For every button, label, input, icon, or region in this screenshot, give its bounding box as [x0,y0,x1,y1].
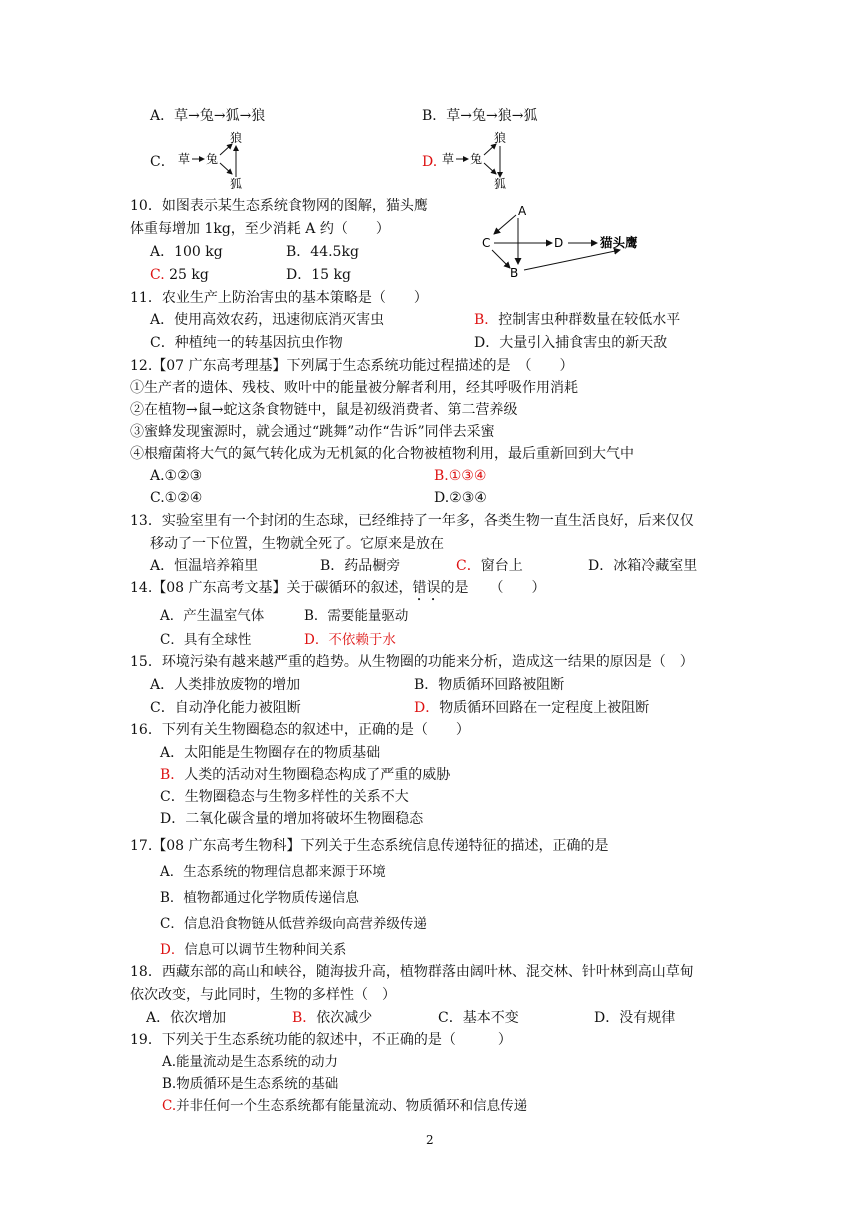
q14-stem-pre: 14.【08 广东高考文基】关于碳循环的叙述， [130,580,413,596]
q11-stem: 11．农业生产上防治害虫的基本策略是（ ） [130,290,428,306]
q17-option-b: B．植物都通过化学物质传递信息 [160,890,359,906]
q13-option-d: D．冰箱冷藏室里 [588,558,698,574]
q15-option-d-letter: D． [414,700,440,716]
q10-node-b: B [510,266,519,280]
q13-option-c [456,556,523,576]
q12-statement-3: ③蜜蜂发现蜜源时，就会通过“跳舞”动作“告诉”同伴去采蜜 [130,424,495,440]
q16-option-c: C．生物圈稳态与生物多样性的关系不大 [160,789,409,805]
q9-option-c-diagram [176,130,256,192]
q13-option-c-letter: C． [456,558,481,574]
q18-stem-line1: 18．西藏东部的高山和峡谷，随海拔升高，植物群落由阔叶林、混交林、针叶林到高山草甸 [130,964,694,980]
q15-option-b: B．物质循环回路被阻断 [414,677,565,693]
q17-option-d-text: 信息可以调节生物种间关系 [184,942,347,958]
q19-option-c-letter: C. [162,1098,177,1114]
q11-option-d: D．大量引入捕食害虫的新天敌 [474,335,668,351]
q9d-rabbit: 兔 [470,152,483,166]
q18-option-b-text: 依次减少 [316,1010,373,1026]
q17-option-c: C．信息沿食物链从低营养级向高营养级传递 [160,916,427,932]
q9c-grass: 草 [178,152,191,166]
q19-stem: 19．下列关于生态系统功能的叙述中，不正确的是（ ） [130,1032,512,1048]
q11-option-b-letter: B． [474,312,499,328]
q9c-rabbit: 兔 [206,152,219,166]
q14-stem-post: 的是 （ ） [440,580,546,596]
q16-option-a: A．太阳能是生物圈存在的物质基础 [160,745,381,761]
q10-node-owl: 猫头鹰 [600,235,638,250]
q15-option-d-text: 物质循环回路在一定程度上被阻断 [439,700,650,716]
q10-option-c-text: 25 kg [164,267,209,283]
q10-option-c-letter: C. [150,267,165,283]
q12-option-d: D.②③④ [434,490,487,506]
q12-statement-1: ①生产者的遗体、残枝、败叶中的能量被分解者利用，经其呼吸作用消耗 [130,380,578,396]
q13-stem-line2: 移动了一下位置，生物就全死了。它原来是放在 [150,536,444,552]
q10-option-b: B．44.5kg [286,244,359,260]
q10-node-d: D [554,236,564,250]
q17-stem: 17.【08 广东高考生物科】下列关于生态系统信息传递特征的描述，正确的是 [130,838,609,854]
q12-option-a: A.①②③ [150,468,203,484]
q19-option-c-text: 并非任何一个生态系统都有能量流动、物质循环和信息传递 [176,1098,528,1114]
q16-option-b [160,765,450,785]
q9c-fox: 狐 [230,177,243,191]
q12-statement-2: ②在植物→鼠→蛇这条食物链中，鼠是初级消费者、第二营养级 [130,402,518,418]
q15-option-c: C．自动净化能力被阻断 [150,700,301,716]
q19-option-b: B.物质循环是生态系统的基础 [162,1076,339,1092]
q9-option-d-diagram [440,130,520,192]
q11-option-b-text: 控制害虫种群数量在较低水平 [498,312,681,328]
q9-option-d-letter: D. [422,154,438,170]
q14-option-b: B．需要能量驱动 [304,608,409,624]
q14-option-c: C．具有全球性 [160,632,252,648]
q16-option-b-text: 人类的活动对生物圈稳态构成了严重的威胁 [184,767,451,783]
q10-stem-line2: 体重每增加 1kg，至少消耗 A 约（ ） [130,221,390,237]
q10-food-web-diagram [470,198,640,282]
q9-option-c-letter: C． [150,154,175,170]
q17-option-a: A．生态系统的物理信息都来源于环境 [160,864,386,880]
q10-option-c [150,265,209,285]
q11-option-b [474,310,680,330]
q11-option-c: C．种植纯一的转基因抗虫作物 [150,335,343,351]
q18-option-c: C．基本不变 [438,1010,519,1026]
q13-stem-line1: 13．实验室里有一个封闭的生态球，已经维持了一年多，各类生物一直生活良好，后来仅仅 [130,513,694,529]
q10-option-d: D．15 kg [286,267,351,283]
q9c-wolf: 狼 [230,131,243,145]
q16-option-d: D．二氧化碳含量的增加将破坏生物圈稳态 [160,811,424,827]
q18-stem-line2: 依次改变，与此同时，生物的多样性（ ） [130,987,396,1003]
q13-option-b: B．药品橱旁 [320,558,401,574]
q10-stem-line1: 10．如图表示某生态系统食物网的图解，猫头鹰 [130,198,428,214]
q14-option-d: D．不依赖于水 [304,632,396,648]
q18-option-b [292,1008,372,1028]
q16-option-b-letter: B． [160,767,185,783]
q9-option-a: A．草→兔→狐→狼 [150,108,266,124]
q10-option-a: A．100 kg [150,244,223,260]
q10-node-a: A [518,204,527,218]
q12-stem: 12.【07 广东高考理基】下列属于生态系统功能过程描述的是 （ ） [130,358,574,374]
q19-option-c [162,1096,527,1116]
q10-node-c: C [482,236,491,250]
q17-option-d-letter: D． [160,942,185,958]
q14-option-a: A．产生温室气体 [160,608,265,624]
page-number: 2 [426,1133,434,1147]
q18-option-d: D．没有规律 [594,1010,676,1026]
q9d-grass: 草 [442,152,455,166]
q18-option-b-letter: B． [292,1010,317,1026]
q16-stem: 16．下列有关生物圈稳态的叙述中，正确的是（ ） [130,722,470,738]
q17-option-d [160,940,346,960]
q9-option-b: B．草→兔→狼→狐 [422,108,538,124]
q14-stem-emphasis: 错误 [412,580,441,596]
q19-option-a: A.能量流动是生态系统的动力 [162,1054,339,1070]
q18-option-a: A．依次增加 [146,1010,227,1026]
q13-option-c-text: 窗台上 [480,558,523,574]
q12-option-c: C.①②④ [150,490,203,506]
q11-option-a: A．使用高效农药，迅速彻底消灭害虫 [150,312,385,328]
q15-option-d [414,698,649,718]
q12-statement-4: ④根瘤菌将大气的氮气转化成为无机氮的化合物被植物利用，最后重新回到大气中 [130,446,634,462]
q9d-fox: 狐 [494,177,507,191]
q14-stem [130,578,546,604]
q9d-wolf: 狼 [494,131,507,145]
q13-option-a: A．恒温培养箱里 [150,558,259,574]
q15-stem: 15．环境污染有越来越严重的趋势。从生物圈的功能来分析，造成这一结果的原因是（ ） [130,654,694,670]
q15-option-a: A．人类排放废物的增加 [150,677,301,693]
q12-option-b: B.①③④ [434,468,487,484]
